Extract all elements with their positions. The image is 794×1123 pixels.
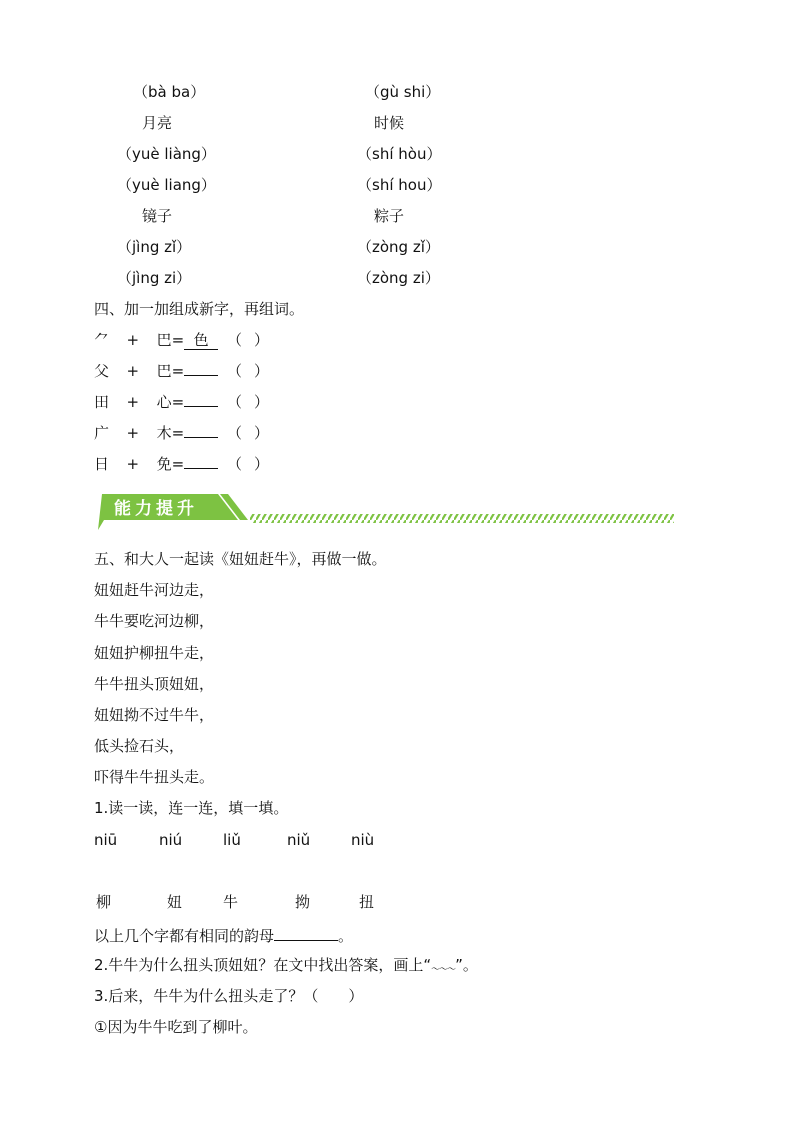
char-option[interactable]: 拗 — [295, 893, 311, 911]
char-option[interactable]: 扭 — [359, 893, 375, 911]
compose-row-2 — [94, 361, 269, 381]
question-1: 1.读一读，连一连，填一填。 — [94, 799, 289, 817]
radical-b: 木= — [156, 424, 185, 442]
poem-line-1: 妞妞赶牛河边走， — [94, 581, 215, 599]
radical-a: 广 — [94, 424, 110, 442]
plus-sign: + — [126, 331, 140, 349]
word-left-moon: 月亮 — [142, 114, 173, 132]
plus-sign: + — [126, 393, 140, 411]
compose-row-3 — [94, 392, 269, 412]
paren-open: （ — [226, 393, 242, 411]
radical-b: 免= — [156, 455, 185, 473]
plus-sign: + — [126, 455, 140, 473]
question-3: 3.后来，牛牛为什么扭头走了？（ ） — [94, 987, 364, 1005]
compose-row-5 — [94, 454, 269, 474]
radical-a: 田 — [94, 393, 110, 411]
poem-line-2: 牛牛要吃河边柳， — [94, 612, 215, 630]
pinyin-option[interactable]: niǔ — [287, 831, 311, 849]
word-left-mirror: 镜子 — [142, 207, 173, 225]
paren-open: （ — [226, 424, 242, 442]
paren-close: ） — [253, 362, 269, 380]
answer-blank[interactable] — [184, 375, 218, 376]
poem-line-4: 牛牛扭头顶妞妞， — [94, 675, 215, 693]
answer-blank[interactable] — [184, 437, 218, 438]
question-1-fill — [94, 924, 353, 946]
plus-sign: + — [126, 362, 140, 380]
pinyin-option[interactable]: niū — [94, 831, 118, 849]
char-option[interactable]: 妞 — [167, 893, 183, 911]
pinyin-left-4: （yuè liang） — [117, 176, 216, 194]
pinyin-right-1: （gù shi） — [365, 83, 441, 101]
pinyin-option[interactable]: niú — [159, 831, 183, 849]
poem-line-6: 低头捡石头， — [94, 737, 185, 755]
paren-open: （ — [226, 362, 242, 380]
plus-sign: + — [126, 424, 140, 442]
pinyin-left-3: （yuè liàng） — [117, 145, 216, 163]
poem-line-5: 妞妞拗不过牛牛， — [94, 706, 215, 724]
answer-blank[interactable]: 色 — [184, 331, 218, 350]
pinyin-right-3: （shí hòu） — [357, 145, 442, 163]
radical-b: 巴= — [156, 362, 185, 380]
fill-suffix: 。 — [338, 927, 354, 945]
paren-close: ） — [253, 393, 269, 411]
paren-close: ） — [253, 424, 269, 442]
poem-line-3: 妞妞护柳扭牛走， — [94, 644, 215, 662]
word-right-time: 时候 — [374, 114, 405, 132]
banner-hatch-bar — [250, 514, 674, 523]
char-option[interactable]: 柳 — [96, 893, 112, 911]
paren-open: （ — [226, 331, 242, 349]
section4-title: 四、加一加组成新字，再组词。 — [94, 300, 305, 318]
question-2 — [94, 955, 478, 980]
radical-b: 巴= — [156, 331, 185, 349]
q2-prefix: 2.牛牛为什么扭头顶妞妞？在文中找出答案，画上“ — [94, 956, 432, 974]
section5-title: 五、和大人一起读《妞妞赶牛》，再做一做。 — [94, 550, 387, 568]
radical-b: 心= — [156, 393, 185, 411]
pinyin-option[interactable]: niù — [351, 831, 375, 849]
pinyin-option[interactable]: liǔ — [223, 831, 241, 849]
radical-a: 父 — [94, 362, 110, 380]
paren-close: ） — [253, 331, 269, 349]
radical-a: 日 — [94, 455, 110, 473]
banner-label: 能力提升 — [114, 499, 198, 519]
compose-row-4 — [94, 423, 269, 443]
paren-open: （ — [226, 455, 242, 473]
pinyin-right-6: （zòng zǐ） — [357, 238, 440, 256]
word-right-zongzi: 粽子 — [374, 207, 405, 225]
pinyin-right-7: （zòng zi） — [357, 269, 440, 287]
pinyin-left-1: （bà ba） — [133, 83, 206, 101]
char-option[interactable]: 牛 — [223, 893, 239, 911]
fill-prefix: 以上几个字都有相同的韵母 — [94, 927, 275, 945]
q2-suffix: ”。 — [455, 956, 478, 974]
pinyin-right-4: （shí hou） — [357, 176, 442, 194]
wavy-line-mark: ～～～ — [431, 965, 456, 975]
paren-close: ） — [253, 455, 269, 473]
compose-row-1 — [94, 330, 269, 350]
pinyin-left-7: （jìng zi） — [117, 269, 192, 287]
final-blank[interactable] — [274, 924, 338, 941]
poem-line-7: 吓得牛牛扭头走。 — [94, 768, 215, 786]
answer-blank[interactable] — [184, 468, 218, 469]
radical-a: ⺈ — [94, 331, 110, 349]
answer-blank[interactable] — [184, 406, 218, 407]
question-3-option-1[interactable]: ①因为牛牛吃到了柳叶。 — [94, 1018, 258, 1036]
pinyin-left-6: （jìng zǐ） — [117, 238, 192, 256]
